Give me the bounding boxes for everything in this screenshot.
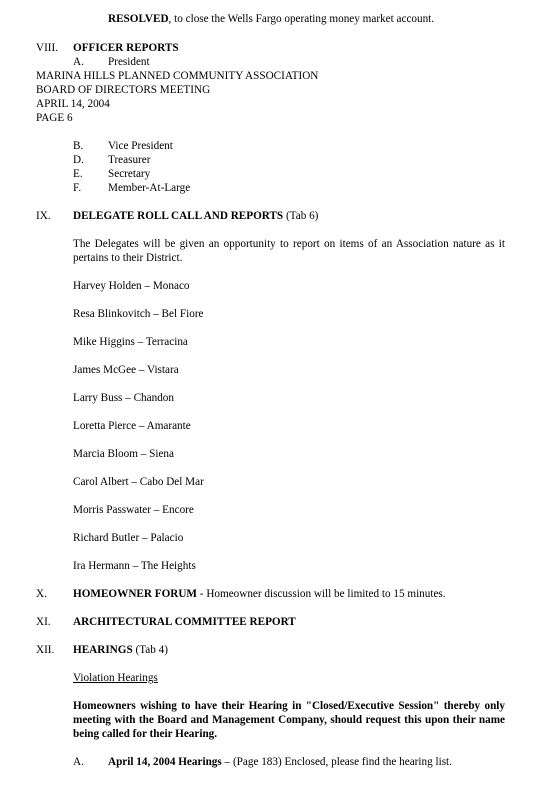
delegate-item: Loretta Pierce – Amarante	[73, 420, 191, 432]
closed-session-notice: Homeowners wishing to have their Hearing in "Closed/Executive Session" thereby only meeting with the Board and Management Company, should request this upon their name being called for their Hearing.	[73, 700, 505, 740]
resolved-text: , to close the Wells Fargo operating money market account.	[168, 13, 435, 25]
hearing-item-april-14	[108, 756, 452, 770]
hearings-title: HEARINGS	[73, 644, 133, 656]
section-title-delegate-roll-call	[73, 210, 318, 224]
section-homeowner-forum	[73, 588, 446, 602]
officer-member-at-large: Member-At-Large	[108, 182, 191, 194]
header-association-name: MARINA HILLS PLANNED COMMUNITY ASSOCIATION	[36, 70, 319, 82]
resolved-label: RESOLVED	[108, 13, 169, 25]
section-number-viii: VIII.	[36, 42, 59, 54]
section-number-xii: XII.	[36, 644, 55, 656]
header-meeting-title: BOARD OF DIRECTORS MEETING	[36, 84, 211, 96]
officer-letter-f: F.	[73, 182, 82, 194]
officer-letter-a: A.	[73, 56, 84, 68]
officer-letter-d: D.	[73, 154, 84, 166]
officer-president: President	[108, 56, 150, 68]
delegate-item: Harvey Holden – Monaco	[73, 280, 190, 292]
delegate-item: Morris Passwater – Encore	[73, 504, 194, 516]
officer-secretary: Secretary	[108, 168, 151, 180]
hearing-item-text: – (Page 183) Enclosed, please find the hearing list.	[221, 756, 452, 768]
officer-treasurer: Treasurer	[108, 154, 151, 166]
hearing-letter-a: A.	[73, 756, 84, 768]
delegate-item: Carol Albert – Cabo Del Mar	[73, 476, 204, 488]
homeowner-forum-title: HOMEOWNER FORUM	[73, 588, 197, 600]
delegate-item: Richard Butler – Palacio	[73, 532, 184, 544]
delegate-item: Resa Blinkovitch – Bel Fiore	[73, 308, 204, 320]
delegate-item: Mike Higgins – Terracina	[73, 336, 188, 348]
resolved-statement	[108, 13, 434, 27]
delegate-item: Marcia Bloom – Siena	[73, 448, 174, 460]
officer-letter-e: E.	[73, 168, 83, 180]
officer-vice-president: Vice President	[108, 140, 173, 152]
hearing-date-label: April 14, 2004 Hearings	[108, 756, 222, 768]
section-number-x: X.	[36, 588, 47, 600]
section-title-officer-reports: OFFICER REPORTS	[73, 42, 179, 54]
delegate-item: Ira Hermann – The Heights	[73, 560, 196, 572]
delegate-roll-call-title: DELEGATE ROLL CALL AND REPORTS	[73, 210, 284, 222]
section-number-ix: IX.	[36, 210, 51, 222]
officer-letter-b: B.	[73, 140, 84, 152]
homeowner-forum-text: - Homeowner discussion will be limited to 15 minutes.	[197, 588, 446, 600]
delegate-item: Larry Buss – Chandon	[73, 392, 174, 404]
delegate-roll-call-tab: (Tab 6)	[283, 210, 319, 222]
header-page-number: PAGE 6	[36, 112, 73, 124]
section-title-architectural-committee: ARCHITECTURAL COMMITTEE REPORT	[73, 616, 296, 628]
violation-hearings-subheading: Violation Hearings	[73, 672, 158, 684]
section-hearings	[73, 644, 168, 658]
delegate-intro-paragraph: The Delegates will be given an opportunity to report on items of an Association nature as it pertains to their District.	[73, 238, 505, 264]
section-number-xi: XI.	[36, 616, 51, 628]
hearings-tab: (Tab 4)	[132, 644, 168, 656]
delegate-item: James McGee – Vistara	[73, 364, 179, 376]
header-meeting-date: APRIL 14, 2004	[36, 98, 110, 110]
